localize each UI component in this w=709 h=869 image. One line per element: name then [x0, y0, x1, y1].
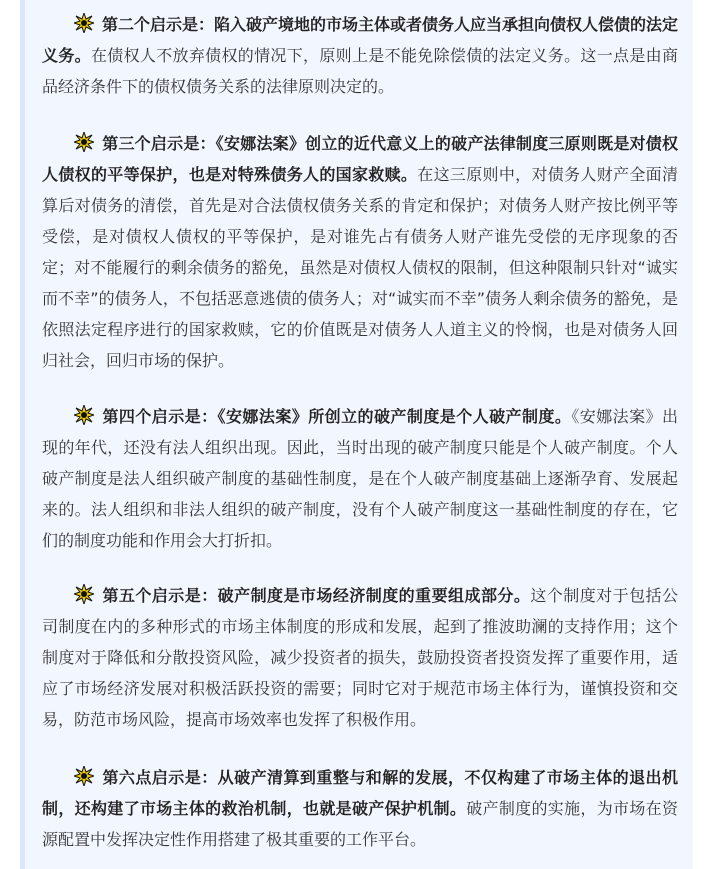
- paragraph-body: 在债权人不放弃债权的情况下，原则上是不能免除偿债的法定义务。这一点是由商品经济条件下的债权债务关系的法律原则决定的。: [42, 46, 678, 96]
- starburst-icon: [74, 13, 94, 33]
- paragraph-revelation-4: [42, 401, 678, 556]
- paragraph-revelation-3: [42, 128, 678, 376]
- paragraph-lead: 第三个启示是：《安娜法案》创立的近代意义上的破产法律制度三原则既是对债权人债权的平等保护，也是对特殊债务人的国家救赎。: [42, 134, 678, 184]
- paragraph-revelation-6: [42, 762, 678, 855]
- paragraph-body: 《安娜法案》出现的年代，还没有法人组织出现。因此，当时出现的破产制度只能是个人破产制度。个人破产制度是法人组织破产制度的基础性制度，是在个人破产制度基础上逐渐孕育、发展起来的。法人组织和非法人组织的破产制度，没有个人破产制度这一基础性制度的存在，它们的制度功能和作用会大打折扣。: [42, 407, 678, 550]
- starburst-icon: [74, 132, 94, 152]
- paragraph-body: 破产制度的实施，为市场在资源配置中发挥决定性作用搭建了极其重要的工作平台。: [42, 799, 678, 849]
- paragraph-body: 在这三原则中，对债务人财产全面清算后对债务的清偿，首先是对合法债权债务关系的肯定和保护；对债务人财产按比例平等受偿，是对债权人债权的平等保护，是对谁先占有债务人财产谁先受偿的无序现象的否定；对不能履行的剩余债务的豁免，虽然是对债权人债权的限制，但这种限制只针对“诚实而不幸”的债务人，不包括恶意逃债的债务人；对“诚实而不幸”债务人剩余债务的豁免，是依照法定程序进行的国家救赎，它的价值既是对债务人人道主义的怜悯，也是对债务人回归社会，回归市场的保护。: [42, 165, 678, 370]
- paragraph-revelation-2: [42, 9, 678, 102]
- starburst-icon: [74, 766, 94, 786]
- paragraph-lead: 第四个启示是：《安娜法案》所创立的破产制度是个人破产制度。: [102, 407, 572, 426]
- paragraph-lead: 第六点启示是：从破产清算到重整与和解的发展，不仅构建了市场主体的退出机制，还构建了市场主体的救治机制，也就是破产保护机制。: [42, 768, 678, 818]
- paragraph-body: 这个制度对于包括公司制度在内的多种形式的市场主体制度的形成和发展，起到了推波助澜的支持作用；这个制度对于降低和分散投资风险，减少投资者的损失，鼓励投资者投资发挥了重要作用，适应了市场经济发展对积极活跃投资的需要；同时它对于规范市场主体行为，谨慎投资和交易，防范市场风险，提高市场效率也发挥了积极作用。: [42, 586, 678, 729]
- paragraph-lead: 第五个启示是：破产制度是市场经济制度的重要组成部分。: [102, 586, 531, 605]
- paragraph-revelation-5: [42, 580, 678, 735]
- paragraph-lead: 第二个启示是：陷入破产境地的市场主体或者债务人应当承担向债权人偿债的法定义务。: [42, 15, 679, 65]
- starburst-icon: [74, 405, 94, 425]
- starburst-icon: [74, 584, 94, 604]
